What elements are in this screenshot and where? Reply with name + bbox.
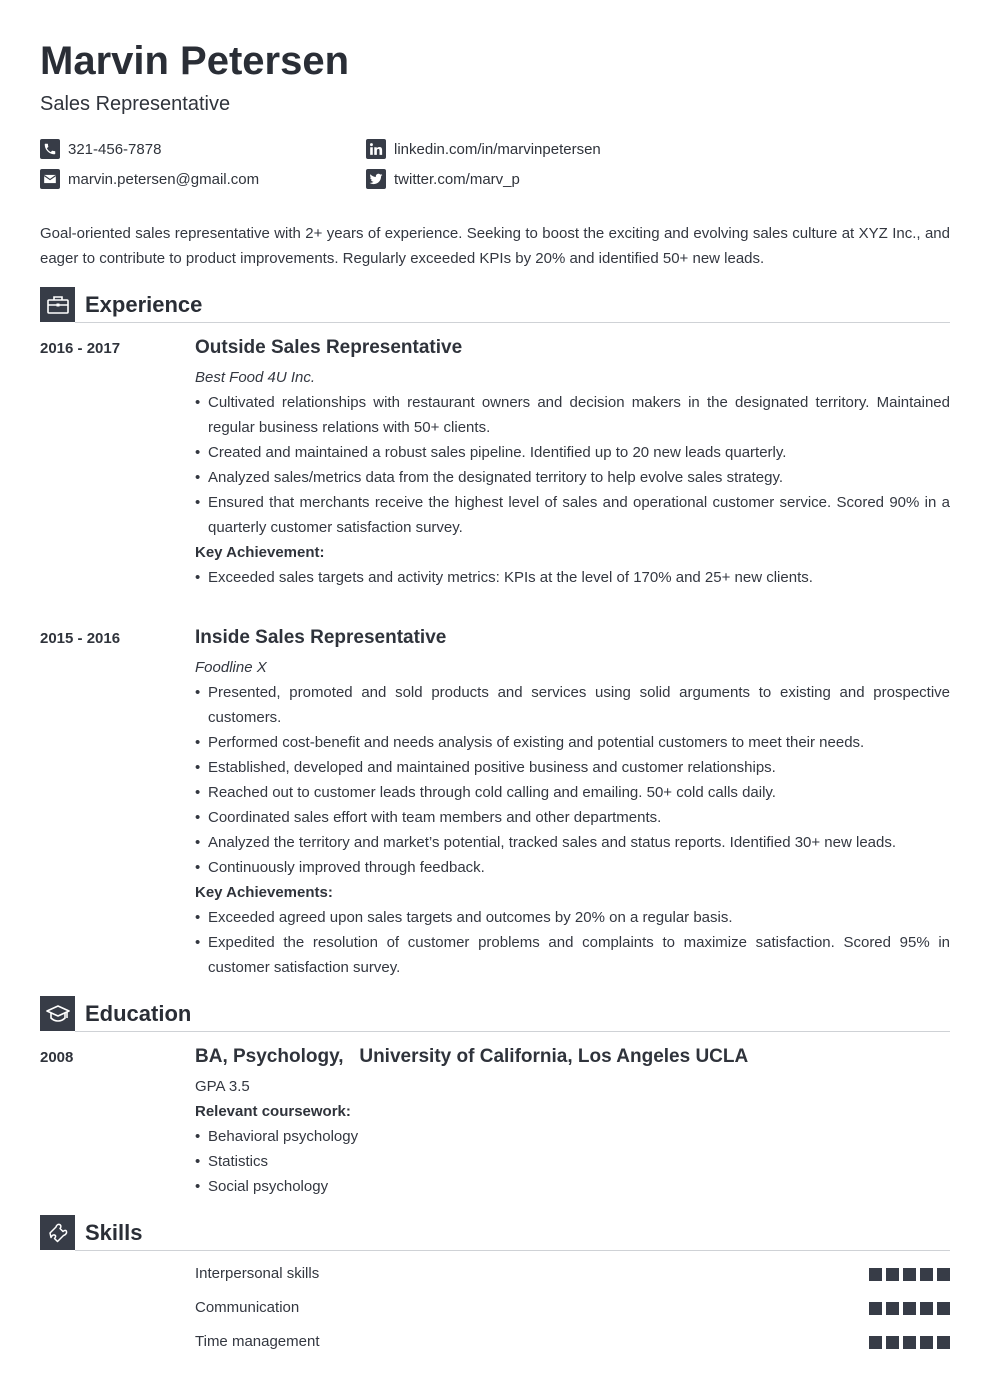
linkedin-icon bbox=[366, 139, 386, 159]
skill-name: Interpersonal skills bbox=[195, 1265, 320, 1282]
job-1-achievements bbox=[195, 565, 950, 590]
job-2-dates: 2015 - 2016 bbox=[40, 630, 121, 647]
skill-level-square bbox=[869, 1336, 882, 1349]
skill-level-rating bbox=[865, 1302, 950, 1315]
education-heading: Education bbox=[85, 1001, 192, 1026]
job-2-duties bbox=[195, 680, 950, 880]
skill-name: Time management bbox=[195, 1333, 320, 1350]
skill-level-square bbox=[886, 1268, 899, 1281]
list-item: • Presented, promoted and sold products and services using solid arguments to existing and prospective customers. bbox=[195, 680, 950, 730]
skill-row bbox=[195, 1264, 950, 1284]
briefcase-icon bbox=[40, 287, 75, 322]
list-item: • Expedited the resolution of customer problems and complaints to maximize satisfaction. Scored 95% in customer satisfaction survey. bbox=[195, 930, 950, 980]
job-2-entry bbox=[195, 627, 950, 980]
section-divider bbox=[75, 322, 950, 323]
candidate-title: Sales Representative bbox=[40, 93, 231, 115]
skill-level-rating bbox=[865, 1336, 950, 1349]
skills-section-header bbox=[40, 1215, 950, 1251]
contact-email bbox=[40, 169, 259, 189]
list-item: • Behavioral psychology bbox=[195, 1124, 950, 1149]
skill-level-square bbox=[937, 1268, 950, 1281]
envelope-icon bbox=[40, 169, 60, 189]
skill-row bbox=[195, 1298, 950, 1318]
education-entry bbox=[195, 1046, 950, 1199]
list-item: • Social psychology bbox=[195, 1174, 950, 1199]
skill-level-square bbox=[886, 1302, 899, 1315]
list-item: • Analyzed the territory and market’s potential, tracked sales and status reports. Identified 30+ new leads. bbox=[195, 830, 950, 855]
list-item: • Coordinated sales effort with team members and other departments. bbox=[195, 805, 950, 830]
education-year: 2008 bbox=[40, 1049, 74, 1066]
skill-level-square bbox=[920, 1336, 933, 1349]
list-item: • Cultivated relationships with restaurant owners and decision makers in the designated territory. Maintained regular business relations with 50+ clients. bbox=[195, 390, 950, 440]
graduation-cap-icon bbox=[40, 996, 75, 1031]
job-1-entry bbox=[195, 337, 950, 590]
linkedin-link[interactable]: linkedin.com/in/marvinpetersen bbox=[394, 140, 601, 158]
list-item: • Continuously improved through feedback. bbox=[195, 855, 950, 880]
list-item: • Performed cost-benefit and needs analysis of existing and potential customers to meet their needs. bbox=[195, 730, 950, 755]
job-1-company: Best Food 4U Inc. bbox=[195, 369, 316, 386]
skill-name: Communication bbox=[195, 1299, 300, 1316]
skill-row bbox=[195, 1332, 950, 1352]
skill-level-square bbox=[937, 1336, 950, 1349]
job-1-achievements-label: Key Achievement: bbox=[195, 544, 325, 561]
skill-level-square bbox=[903, 1336, 916, 1349]
list-item: • Reached out to customer leads through cold calling and emailing. 50+ cold calls daily. bbox=[195, 780, 950, 805]
skill-level-square bbox=[869, 1268, 882, 1281]
skill-level-square bbox=[920, 1268, 933, 1281]
phone-text: 321-456-7878 bbox=[68, 140, 162, 158]
job-2-company: Foodline X bbox=[195, 659, 267, 676]
job-2-title: Inside Sales Representative bbox=[195, 627, 447, 648]
experience-section-header bbox=[40, 287, 950, 323]
coursework-list bbox=[195, 1124, 950, 1199]
candidate-name: Marvin Petersen bbox=[40, 39, 350, 83]
degree-name: BA, Psychology, bbox=[195, 1046, 344, 1067]
coursework-label: Relevant coursework: bbox=[195, 1103, 351, 1120]
school-name: University of California, Los Angeles UCLA bbox=[359, 1046, 749, 1067]
skill-level-square bbox=[903, 1302, 916, 1315]
list-item: • Exceeded sales targets and activity metrics: KPIs at the level of 170% and 25+ new clients. bbox=[195, 565, 950, 590]
experience-heading: Experience bbox=[85, 292, 203, 317]
contact-linkedin bbox=[366, 139, 601, 159]
job-1-dates: 2016 - 2017 bbox=[40, 340, 121, 357]
job-2-achievements bbox=[195, 905, 950, 980]
email-link[interactable]: marvin.petersen@gmail.com bbox=[68, 170, 260, 188]
skills-heading: Skills bbox=[85, 1220, 143, 1245]
skill-level-square bbox=[920, 1302, 933, 1315]
twitter-link[interactable]: twitter.com/marv_p bbox=[394, 170, 520, 188]
skill-level-square bbox=[903, 1268, 916, 1281]
list-item: • Statistics bbox=[195, 1149, 950, 1174]
job-2-achievements-label: Key Achievements: bbox=[195, 884, 333, 901]
list-item: • Created and maintained a robust sales pipeline. Identified up to 20 new leads quarterly. bbox=[195, 440, 950, 465]
skill-level-square bbox=[869, 1302, 882, 1315]
skill-level-square bbox=[886, 1336, 899, 1349]
section-divider bbox=[75, 1250, 950, 1251]
summary-paragraph: Goal-oriented sales representative with 2+ years of experience. Seeking to boost the exciting and evolving sales culture at XYZ Inc., and eager to contribute to product improvements. Regularly exceeded KPIs by 20% and identified 50+ new leads. bbox=[40, 225, 950, 267]
skill-level-rating bbox=[865, 1268, 950, 1281]
list-item: • Ensured that merchants receive the highest level of sales and operational customer service. Scored 90% in a quarterly customer satisfaction survey. bbox=[195, 490, 950, 540]
skill-level-square bbox=[937, 1302, 950, 1315]
contact-twitter bbox=[366, 169, 520, 189]
education-section-header bbox=[40, 996, 950, 1032]
contact-phone bbox=[40, 139, 161, 159]
section-divider bbox=[75, 1031, 950, 1032]
job-1-duties bbox=[195, 390, 950, 540]
job-1-title: Outside Sales Representative bbox=[195, 337, 463, 358]
gpa: GPA 3.5 bbox=[195, 1078, 250, 1095]
twitter-icon bbox=[366, 169, 386, 189]
list-item: • Exceeded agreed upon sales targets and outcomes by 20% on a regular basis. bbox=[195, 905, 950, 930]
education-degree-line bbox=[195, 1046, 950, 1068]
list-item: • Established, developed and maintained positive business and customer relationships. bbox=[195, 755, 950, 780]
puzzle-icon bbox=[40, 1215, 75, 1250]
list-item: • Analyzed sales/metrics data from the designated territory to help evolve sales strategy. bbox=[195, 465, 950, 490]
phone-icon bbox=[40, 139, 60, 159]
